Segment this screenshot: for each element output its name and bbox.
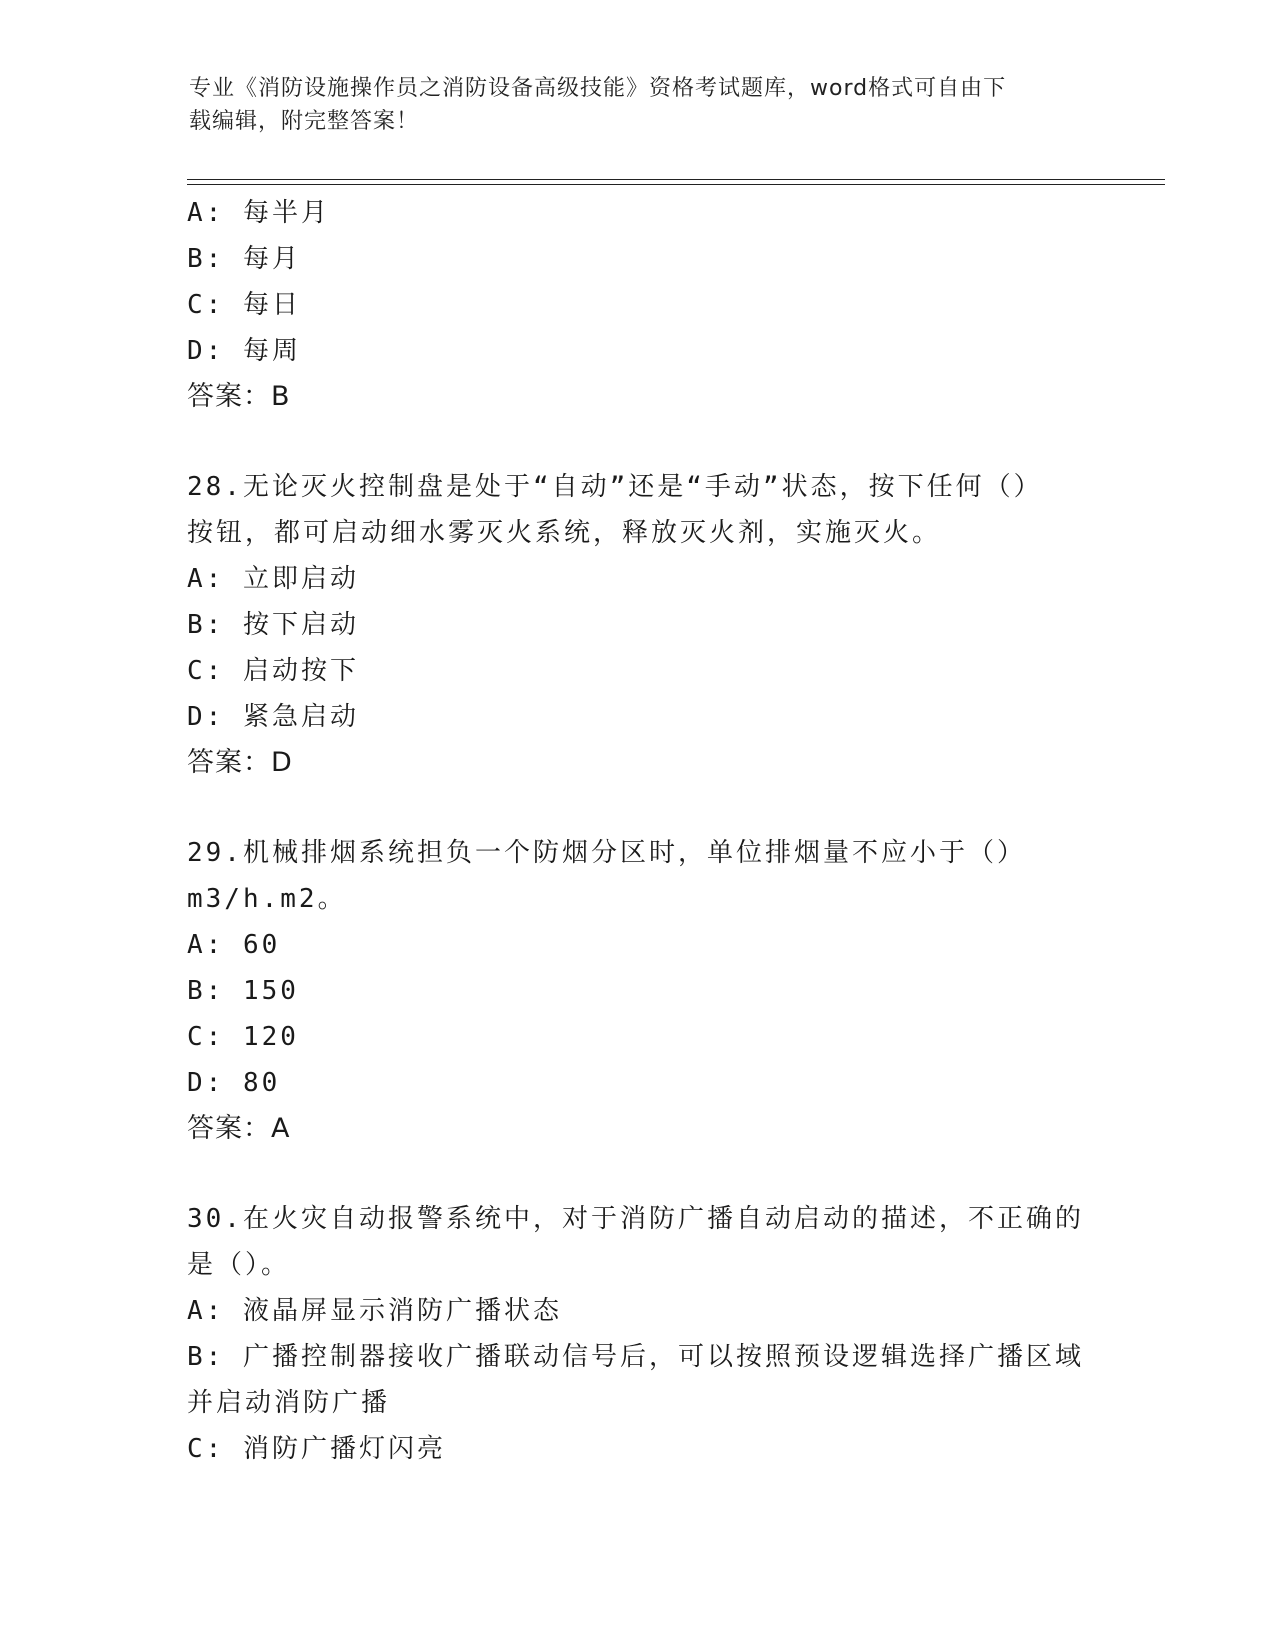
question-stem-line-1: 29.机械排烟系统担负一个防烟分区时，单位排烟量不应小于（） bbox=[187, 838, 1026, 868]
option-b-line-1: B: 广播控制器接收广播联动信号后，可以按照预设逻辑选择广播区域 bbox=[187, 1342, 1084, 1372]
option-d: D: 80 bbox=[187, 1068, 281, 1098]
question-content bbox=[187, 190, 1087, 1472]
option-a: A: 每半月 bbox=[187, 198, 330, 228]
question-stem-line-2: 按钮，都可启动细水雾灭火系统，释放灭火剂，实施灭火。 bbox=[187, 518, 942, 548]
spacer bbox=[187, 786, 1087, 830]
option-c: C: 每日 bbox=[187, 290, 301, 320]
option-b: B: 按下启动 bbox=[187, 610, 359, 640]
spacer bbox=[187, 1152, 1087, 1196]
option-d: D: 每周 bbox=[187, 336, 301, 366]
question-stem-line-1: 28.无论灭火控制盘是处于“自动”还是“手动”状态，按下任何（） bbox=[187, 472, 1043, 502]
question-30 bbox=[187, 1196, 1087, 1472]
option-b: B: 每月 bbox=[187, 244, 301, 274]
answer: 答案：A bbox=[187, 1113, 291, 1144]
option-c: C: 消防广播灯闪亮 bbox=[187, 1434, 446, 1464]
option-a: A: 60 bbox=[187, 930, 281, 960]
question-27 bbox=[187, 190, 1087, 420]
question-29 bbox=[187, 830, 1087, 1152]
option-b-line-2: 并启动消防广播 bbox=[187, 1388, 391, 1418]
answer: 答案：D bbox=[187, 747, 293, 778]
option-a: A: 立即启动 bbox=[187, 564, 359, 594]
option-b: B: 150 bbox=[187, 976, 299, 1006]
header-rule-bottom bbox=[187, 184, 1165, 185]
document-header bbox=[189, 72, 1089, 138]
header-rule-top bbox=[187, 179, 1165, 180]
spacer bbox=[187, 420, 1087, 464]
question-stem-line-1: 30.在火灾自动报警系统中，对于消防广播自动启动的描述，不正确的 bbox=[187, 1204, 1084, 1234]
question-stem-line-2: 是（）。 bbox=[187, 1250, 291, 1280]
answer: 答案：B bbox=[187, 381, 291, 412]
question-stem-line-2: m3/h.m2。 bbox=[187, 884, 347, 914]
header-line-1: 专业《消防设施操作员之消防设备高级技能》资格考试题库，word格式可自由下 bbox=[189, 76, 1007, 101]
option-c: C: 120 bbox=[187, 1022, 299, 1052]
option-c: C: 启动按下 bbox=[187, 656, 359, 686]
option-a: A: 液晶屏显示消防广播状态 bbox=[187, 1296, 562, 1326]
question-28 bbox=[187, 464, 1087, 786]
header-line-2: 载编辑，附完整答案！ bbox=[189, 109, 420, 134]
option-d: D: 紧急启动 bbox=[187, 702, 359, 732]
